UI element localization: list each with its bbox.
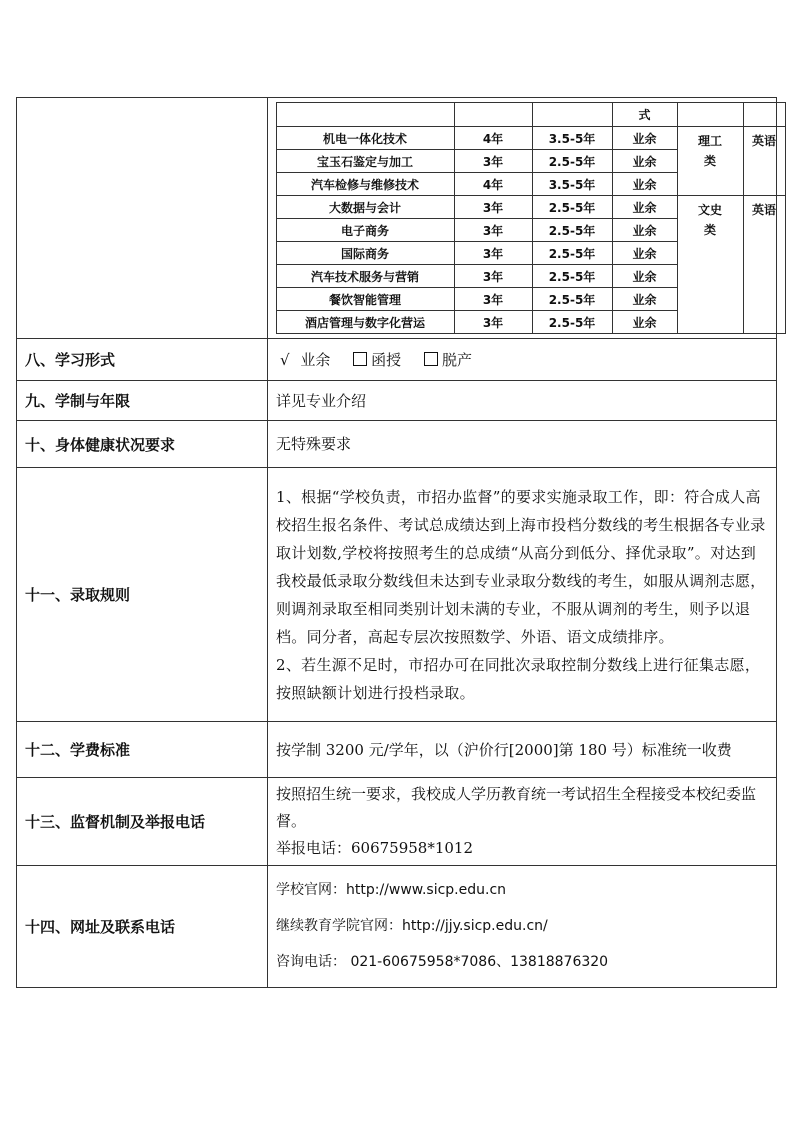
study-form-label: 八、学习形式 <box>17 339 268 381</box>
contact-row <box>17 866 777 988</box>
major-years: 3年 <box>454 150 532 173</box>
major-name: 机电一体化技术 <box>276 127 454 150</box>
major-name: 汽车技术服务与营销 <box>276 265 454 288</box>
supervision-label: 十三、监督机制及举报电话 <box>17 778 268 866</box>
admission-info-table <box>16 97 777 988</box>
major-mode: 业余 <box>612 242 677 265</box>
major-range: 2.5-5年 <box>532 196 612 219</box>
major-mode: 业余 <box>612 219 677 242</box>
major-range: 2.5-5年 <box>532 288 612 311</box>
majors-table <box>268 102 793 334</box>
major-name: 餐饮智能管理 <box>276 288 454 311</box>
major-range: 3.5-5年 <box>532 127 612 150</box>
majors-header-row <box>268 103 793 127</box>
supervision-text <box>268 778 777 866</box>
major-range: 2.5-5年 <box>532 219 612 242</box>
majors-cell <box>268 98 777 339</box>
major-name: 电子商务 <box>276 219 454 242</box>
checkbox-fulltime[interactable] <box>424 352 438 366</box>
report-phone: 举报电话：60675958*1012 <box>276 839 474 857</box>
subject-cell: 英语 <box>743 196 785 334</box>
major-years: 4年 <box>454 173 532 196</box>
header-fragment: 式 <box>612 103 677 127</box>
major-years: 3年 <box>454 219 532 242</box>
option-label: 业余 <box>300 350 331 369</box>
major-years: 3年 <box>454 311 532 334</box>
major-mode: 业余 <box>612 288 677 311</box>
major-name: 酒店管理与数字化营运 <box>276 311 454 334</box>
option-label: 函授 <box>371 350 402 369</box>
major-years: 3年 <box>454 288 532 311</box>
major-mode: 业余 <box>612 127 677 150</box>
major-mode: 业余 <box>612 265 677 288</box>
major-range: 2.5-5年 <box>532 150 612 173</box>
admission-rules-label: 十一、录取规则 <box>17 468 268 722</box>
major-range: 2.5-5年 <box>532 311 612 334</box>
checkbox-correspondence[interactable] <box>353 352 367 366</box>
consult-phone: 咨询电话： 021-60675958*7086、13818876320 <box>276 953 609 970</box>
study-form-options <box>268 339 777 381</box>
major-mode: 业余 <box>612 173 677 196</box>
major-years: 4年 <box>454 127 532 150</box>
admission-rules-row <box>17 468 777 722</box>
supervision-row <box>17 778 777 866</box>
major-years: 3年 <box>454 242 532 265</box>
tuition-row <box>17 722 777 778</box>
subject-cell: 英语 <box>743 127 785 196</box>
duration-label: 九、学制与年限 <box>17 381 268 421</box>
major-mode: 业余 <box>612 311 677 334</box>
major-name: 大数据与会计 <box>276 196 454 219</box>
school-website-link[interactable]: 学校官网：http://www.sicp.edu.cn <box>276 881 507 898</box>
option-label: 脱产 <box>441 350 472 369</box>
duration-value: 详见专业介绍 <box>268 381 777 421</box>
check-mark-icon: √ <box>280 350 290 369</box>
health-row <box>17 421 777 468</box>
rule-paragraph: 1、根据“学校负责，市招办监督”的要求实施录取工作，即：符合成人高校招生报名条件、考试总成绩达到上海市投档分数线的考生根据各专业录取计划数,学校将按照考生的总成绩“从高分到低分、择优录取”。对达到我校最低录取分数线但未达到专业录取分数线的考生，如服从调剂志愿，则调剂录取至相同类别计划未满的专业，不服从调剂的考生，则予以退档。同分者，高起专层次按照数学、外语、语文成绩排序。 <box>276 487 766 646</box>
category-cell: 理工类 <box>677 127 743 196</box>
major-name: 国际商务 <box>276 242 454 265</box>
health-label: 十、身体健康状况要求 <box>17 421 268 468</box>
supervision-description: 按照招生统一要求，我校成人学历教育统一考试招生全程接受本校纪委监督。 <box>276 785 757 830</box>
contact-label: 十四、网址及联系电话 <box>17 866 268 988</box>
major-range: 3.5-5年 <box>532 173 612 196</box>
study-form-row <box>17 339 777 381</box>
admission-rules-text <box>268 468 777 722</box>
major-years: 3年 <box>454 196 532 219</box>
majors-label-cell <box>17 98 268 339</box>
major-name: 汽车检修与维修技术 <box>276 173 454 196</box>
major-range: 2.5-5年 <box>532 265 612 288</box>
major-name: 宝玉石鉴定与加工 <box>276 150 454 173</box>
table-row <box>268 127 793 150</box>
tuition-label: 十二、学费标准 <box>17 722 268 778</box>
major-mode: 业余 <box>612 196 677 219</box>
college-website-link[interactable]: 继续教育学院官网：http://jjy.sicp.edu.cn/ <box>276 917 548 934</box>
contact-info <box>268 866 777 988</box>
major-years: 3年 <box>454 265 532 288</box>
major-mode: 业余 <box>612 150 677 173</box>
category-cell: 文史类 <box>677 196 743 334</box>
table-row <box>268 196 793 219</box>
rule-paragraph: 2、若生源不足时，市招办可在同批次录取控制分数线上进行征集志愿，按照缺额计划进行投档录取。 <box>276 655 761 702</box>
major-range: 2.5-5年 <box>532 242 612 265</box>
duration-row <box>17 381 777 421</box>
health-value: 无特殊要求 <box>268 421 777 468</box>
tuition-value: 按学制 3200 元/学年，以（沪价行[2000]第 180 号）标准统一收费 <box>268 722 777 778</box>
majors-row <box>17 98 777 339</box>
